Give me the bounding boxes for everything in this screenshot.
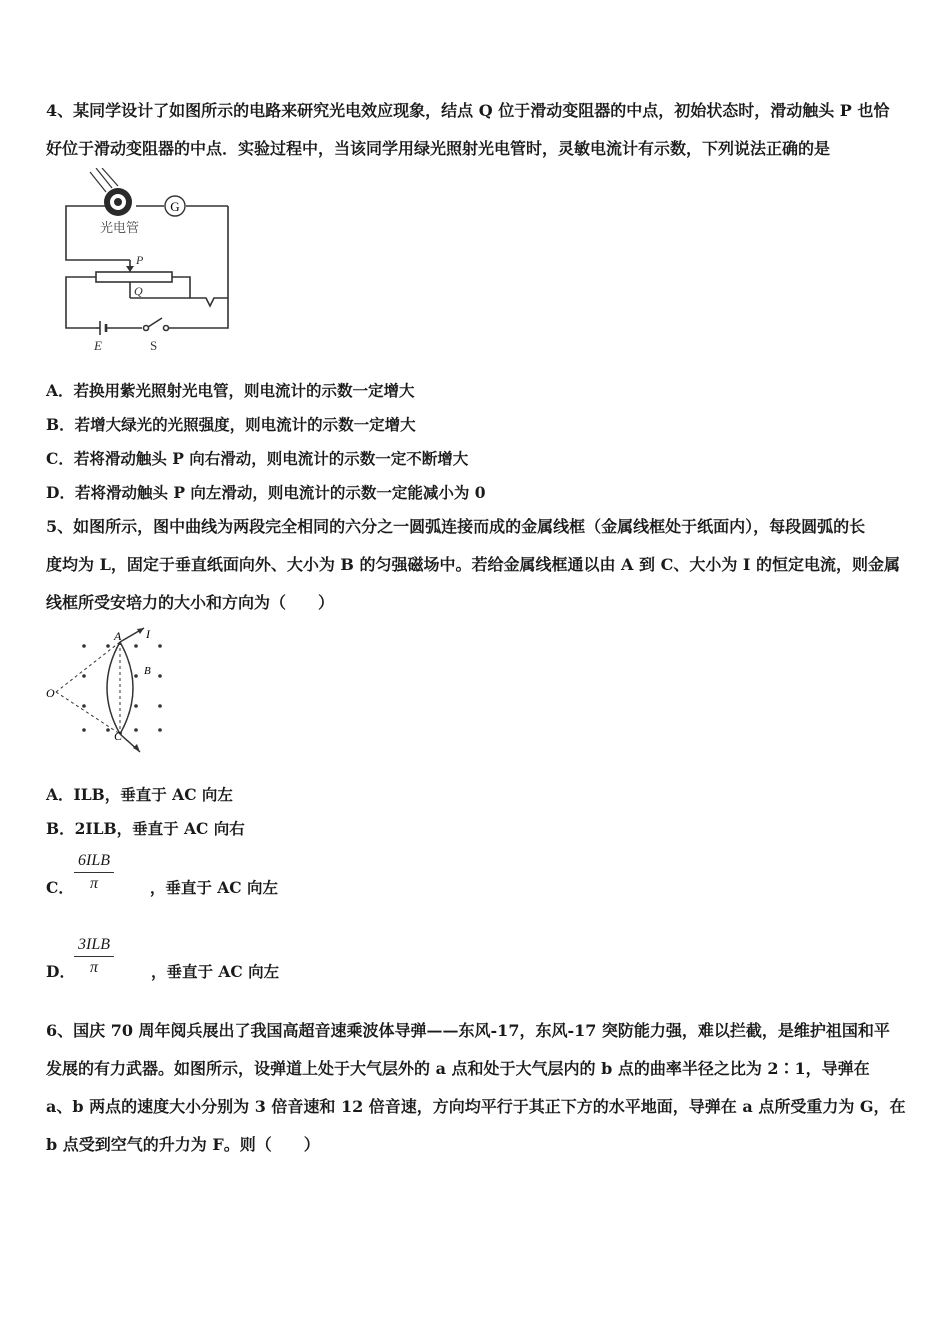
field-dots [82,644,162,732]
q4-option-b[interactable]: B．若增大绿光的光照强度，则电流计的示数一定增大 [46,415,416,434]
q5-option-c-suffix: ，垂直于 AC 向左 [149,878,278,897]
q6-stem-line-1: 6、国庆 70 周年阅兵展出了我国高超音速乘波体导弹——东风-17，东风-17 突防能力强，难以拦截，是维护祖国和平 [46,1021,890,1040]
wire-frame [107,628,144,752]
label-c: C [114,729,123,743]
photo-tube-icon [90,168,132,216]
q4-stem-line-1: 4、某同学设计了如图所示的电路来研究光电效应现象，结点 Q 位于滑动变阻器的中点，初始状态时，滑动触头 P 也恰 [46,101,890,120]
q5-magnetic-field-figure [44,624,174,754]
q4-stem-line-2: 好位于滑动变阻器的中点．实验过程中，当该同学用绿光照射光电管时，灵敏电流计有示数，下列说法正确的是 [46,139,831,158]
svg-text:G: G [170,199,180,214]
q4-option-d[interactable]: D．若将滑动触头 P 向左滑动，则电流计的示数一定能减小为 0 [46,483,486,502]
label-o: O [46,686,55,700]
label-a: A [114,629,122,643]
q5-option-d-prefix: D． [46,962,75,981]
q5-stem-line-1: 5、如图所示，图中曲线为两段完全相同的六分之一圆弧连接而成的金属线框（金属线框处于纸面内），每段圆弧的长 [46,517,866,536]
q6-stem-line-4: b 点受到空气的升力为 F。则（ ） [46,1135,320,1154]
q5-option-b[interactable]: B．2ILB，垂直于 AC 向右 [46,819,245,838]
q5-option-c-prefix: C． [46,878,74,897]
q4-option-a[interactable]: A．若换用紫光照射光电管，则电流计的示数一定增大 [46,381,415,400]
q5-option-d-fraction: 3ILB π [74,936,114,977]
q4-option-c[interactable]: C．若将滑动触头 P 向右滑动，则电流计的示数一定不断增大 [46,449,469,468]
q6-stem-line-2: 发展的有力武器。如图所示，设弹道上处于大气层外的 a 点和处于大气层内的 b 点的曲率半径之比为 2∶1，导弹在 [46,1059,870,1078]
label-s: S [150,338,158,353]
label-p: P [136,253,144,267]
label-q: Q [134,284,143,298]
q5-option-a[interactable]: A．ILB，垂直于 AC 向左 [46,785,233,804]
q5-option-d-suffix: ，垂直于 AC 向左 [150,962,280,981]
q5-stem-line-3: 线框所受安培力的大小和方向为（ ） [46,593,335,612]
q4-circuit-figure [60,168,240,358]
galvanometer-icon [165,196,185,216]
label-e: E [94,338,102,353]
q6-stem-line-3: a、b 两点的速度大小分别为 3 倍音速和 12 倍音速，方向均平行于其正下方的水平地面，导弹在 a 点所受重力为 G，在 [46,1097,906,1116]
label-b: B [144,665,151,677]
label-i: I [146,627,150,641]
label-photo-tube: 光电管 [100,220,140,235]
q5-stem-line-2: 度均为 L，固定于垂直纸面向外、大小为 B 的匀强磁场中。若给金属线框通以由 A 到 C、大小为 I 的恒定电流，则金属 [46,555,900,574]
q5-option-c-fraction: 6ILB π [74,852,114,893]
